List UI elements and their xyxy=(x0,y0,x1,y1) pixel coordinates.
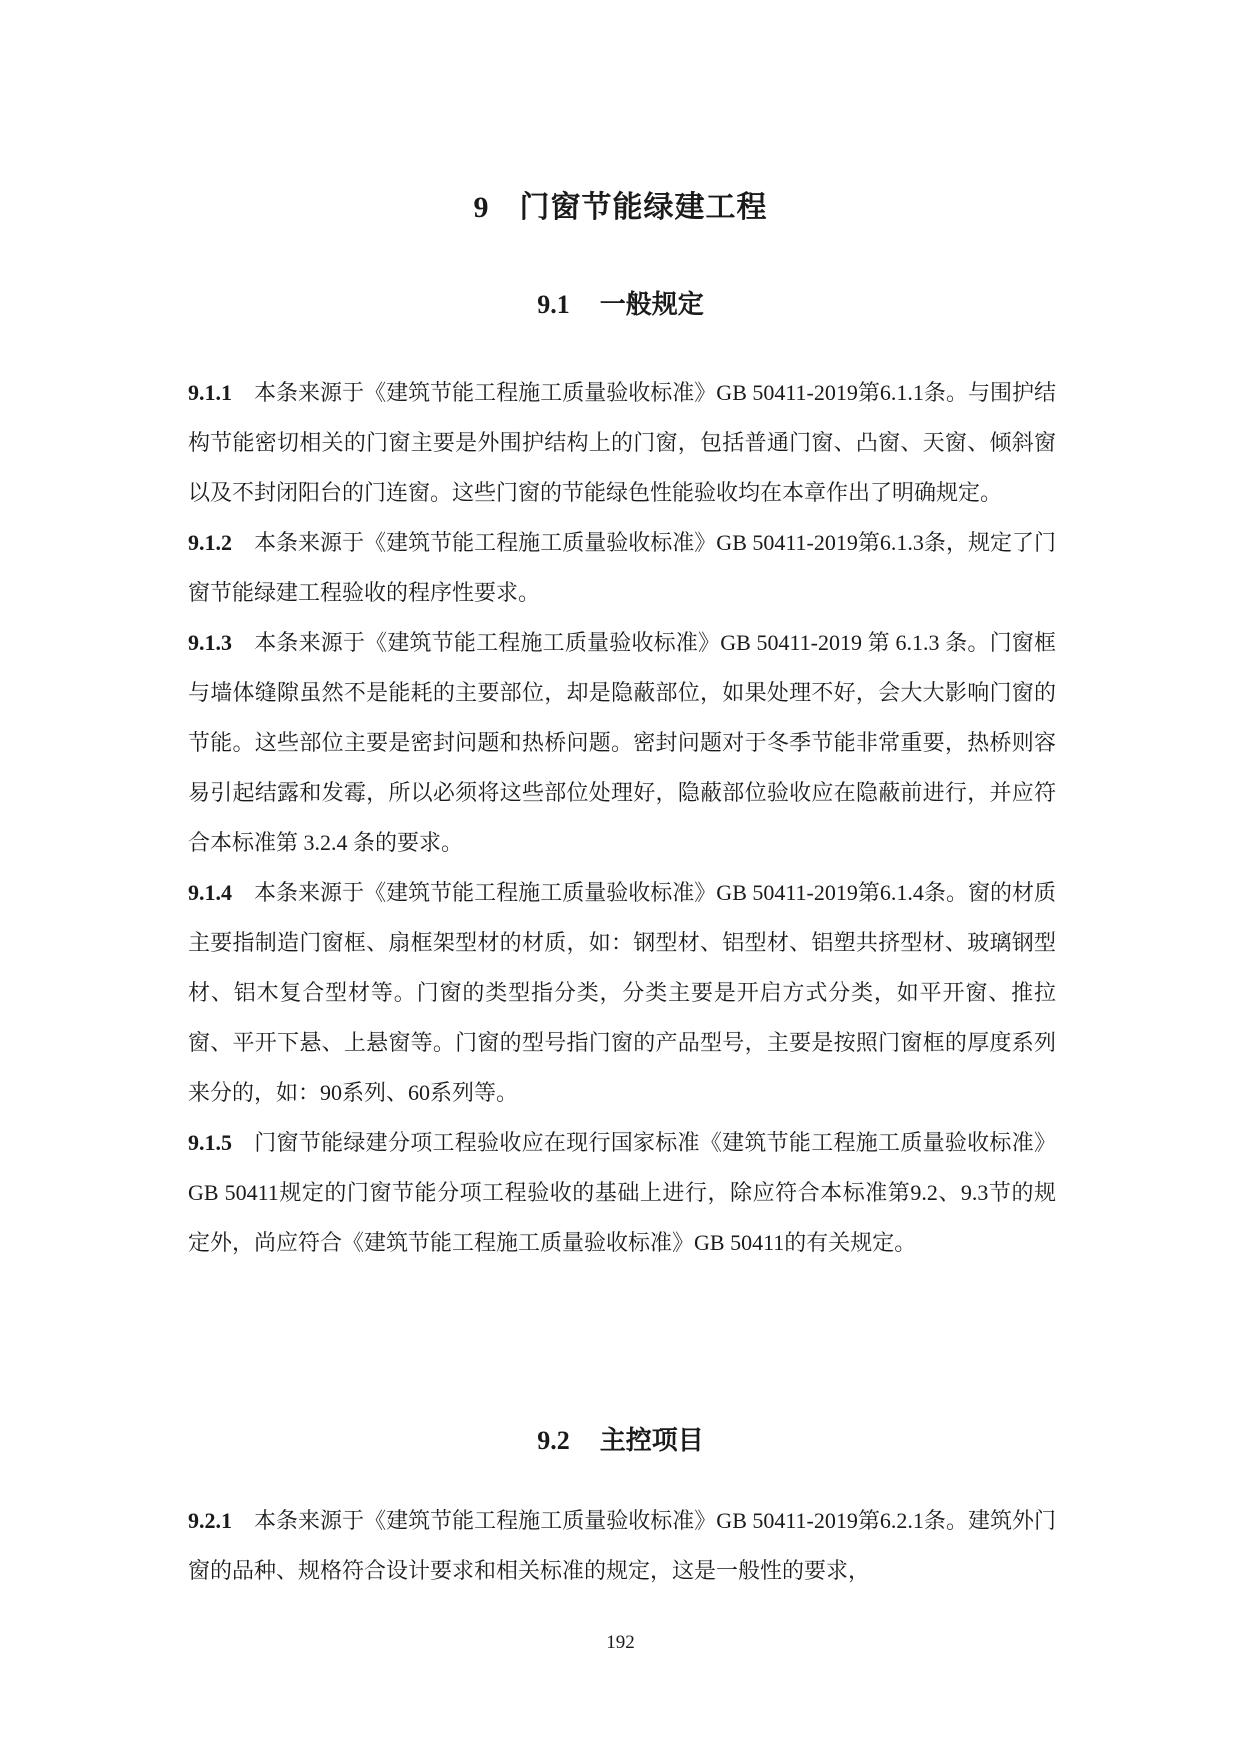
clause-9-1-5 xyxy=(188,1118,1056,1268)
section-title-9-1 xyxy=(0,284,1241,321)
chapter-title-text: 门窗节能绿建工程 xyxy=(519,190,768,225)
section-number: 9.2 xyxy=(537,1426,570,1455)
clause-text: 本条来源于《建筑节能工程施工质量验收标准》GB 50411-2019第6.1.1条。与围护结构节能密切相关的门窗主要是外围护结构上的门窗，包括普通门窗、凸窗、天窗、倾斜窗以及不封闭阳台的门连窗。这些门窗的节能绿色性能验收均在本章作出了明确规定。 xyxy=(188,380,1056,505)
clause-9-1-2 xyxy=(188,518,1056,618)
clause-9-2-1 xyxy=(188,1496,1056,1596)
section-title-text: 主控项目 xyxy=(599,1426,704,1456)
clause-9-1-4 xyxy=(188,868,1056,1118)
chapter-title xyxy=(0,182,1241,226)
clause-text: 本条来源于《建筑节能工程施工质量验收标准》GB 50411-2019第6.1.3条，规定了门窗节能绿建工程验收的程序性要求。 xyxy=(188,530,1056,605)
clause-text: 本条来源于《建筑节能工程施工质量验收标准》GB 50411-2019第6.2.1条。建筑外门窗的品种、规格符合设计要求和相关标准的规定，这是一般性的要求， xyxy=(188,1508,1056,1583)
clause-text: 本条来源于《建筑节能工程施工质量验收标准》GB 50411-2019 第 6.1.3 条。门窗框与墙体缝隙虽然不是能耗的主要部位，却是隐蔽部位，如果处理不好，会大大影响门窗的节能。这些部位主要是密封问题和热桥问题。密封问题对于冬季节能非常重要，热桥则容易引起结露和发霉，所以必须将这些部位处理好，隐蔽部位验收应在隐蔽前进行，并应符合本标准第 3.2.4 条的要求。 xyxy=(188,630,1056,855)
clause-9-1-1 xyxy=(188,368,1056,518)
page-number: 192 xyxy=(606,1632,635,1653)
clause-number: 9.1.2 xyxy=(188,530,232,555)
clause-number: 9.1.4 xyxy=(188,880,232,905)
clause-number: 9.1.3 xyxy=(188,630,232,655)
clause-text: 门窗节能绿建分项工程验收应在现行国家标准《建筑节能工程施工质量验收标准》GB 50411规定的门窗节能分项工程验收的基础上进行，除应符合本标准第9.2、9.3节的规定外，尚应符合《建筑节能工程施工质量验收标准》GB 50411的有关规定。 xyxy=(188,1130,1056,1255)
clause-text: 本条来源于《建筑节能工程施工质量验收标准》GB 50411-2019第6.1.4条。窗的材质主要指制造门窗框、扇框架型材的材质，如：钢型材、铝型材、铝塑共挤型材、玻璃钢型材、铝木复合型材等。门窗的类型指分类，分类主要是开启方式分类，如平开窗、推拉窗、平开下悬、上悬窗等。门窗的型号指门窗的产品型号，主要是按照门窗框的厚度系列来分的，如：90系列、60系列等。 xyxy=(188,880,1056,1105)
clause-number: 9.1.5 xyxy=(188,1130,232,1155)
clause-9-1-3 xyxy=(188,618,1056,868)
section-title-9-2 xyxy=(0,1420,1241,1457)
clause-number: 9.1.1 xyxy=(188,380,232,405)
section-9-2-body xyxy=(188,1496,1056,1596)
section-number: 9.1 xyxy=(537,290,570,319)
section-title-text: 一般规定 xyxy=(599,290,704,320)
section-9-1-body xyxy=(188,368,1056,1268)
clause-number: 9.2.1 xyxy=(188,1508,232,1533)
chapter-number: 9 xyxy=(473,191,490,224)
